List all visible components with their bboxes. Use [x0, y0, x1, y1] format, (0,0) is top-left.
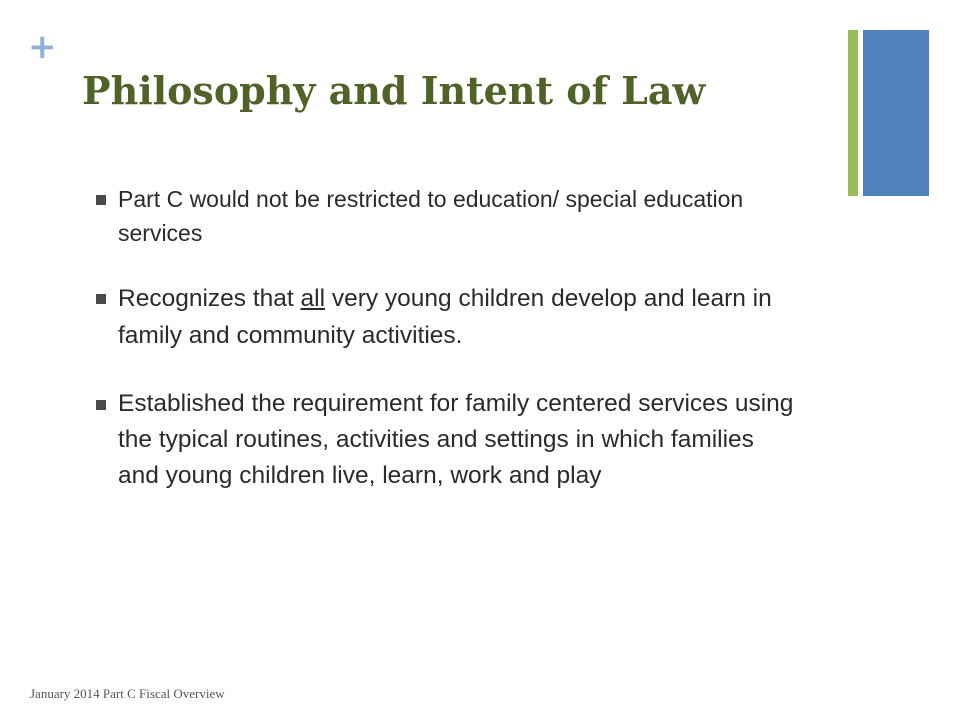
accent-bar-green — [848, 30, 858, 196]
square-bullet-icon — [96, 400, 106, 410]
bullet-text: Part C would not be restricted to education/ special education services — [118, 186, 744, 246]
bullet-item — [94, 386, 794, 494]
bullet-list — [94, 182, 794, 494]
plus-icon: + — [28, 27, 57, 67]
bullet-item — [94, 280, 794, 354]
bullet-text: Established the requirement for family centered services using the typical routines, activities and settings in which families and young children live, learn, work and play — [118, 390, 794, 489]
bullet-item — [94, 182, 794, 250]
square-bullet-icon — [96, 195, 106, 205]
bullet-text-before: Recognizes that — [118, 285, 301, 312]
bullet-text-after: very young children develop and learn in family and community activities. — [118, 285, 772, 349]
slide-title: Philosophy and Intent of Law — [82, 68, 706, 113]
accent-bar-blue — [863, 30, 929, 196]
bullet-emphasis: all — [300, 285, 326, 312]
square-bullet-icon — [96, 294, 106, 304]
slide-footer: January 2014 Part C Fiscal Overview — [30, 686, 225, 701]
